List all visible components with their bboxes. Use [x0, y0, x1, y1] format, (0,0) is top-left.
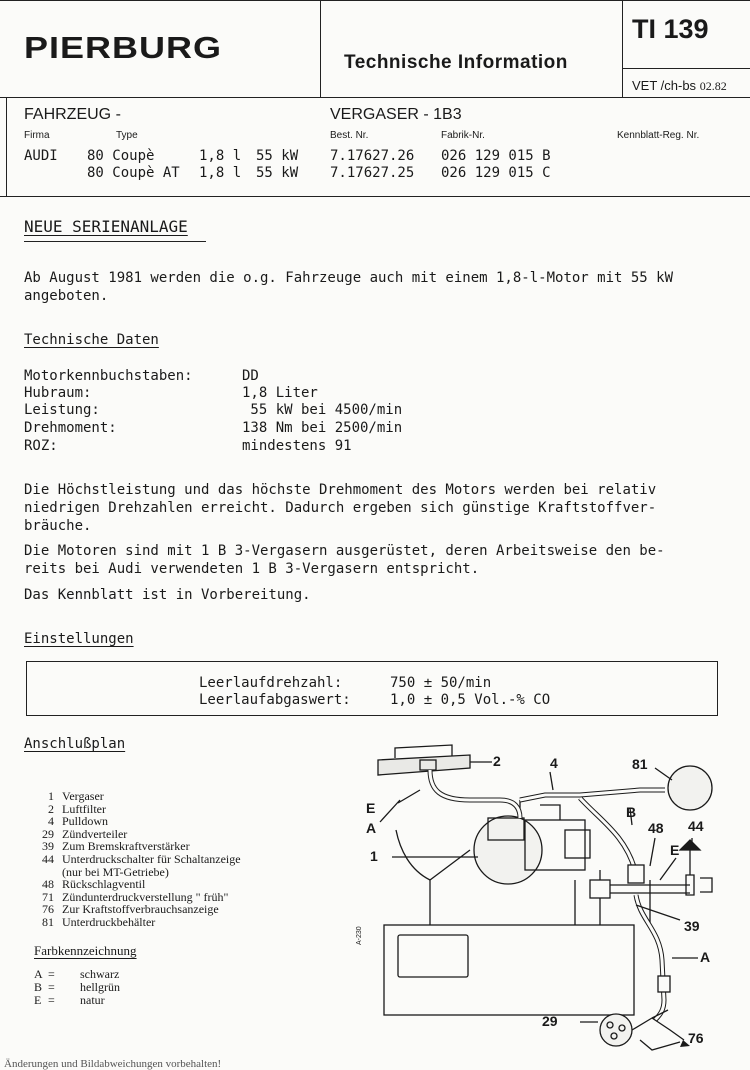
document-date: 02.82 [699, 79, 727, 93]
legend-num: 39 [42, 839, 54, 854]
document-title: Technische Information [344, 52, 568, 73]
col-kennblatt: Kennblatt-Reg. Nr. [617, 130, 700, 141]
legend-num: 71 [42, 889, 54, 904]
spec-label: Drehmoment: [24, 420, 117, 436]
spec-value: DD [242, 368, 259, 384]
diagram-label-a: A [700, 949, 711, 965]
header-divider-1 [320, 0, 321, 97]
fahrzeug-label: FAHRZEUG - [24, 106, 121, 123]
vehicle-block-left-rule [6, 97, 7, 197]
settings-heading: Einstellungen [24, 631, 134, 647]
legend-num: 48 [42, 877, 54, 892]
connection-plan-heading: Anschlußplan [24, 736, 126, 752]
row-displacement: 1,8 l [199, 165, 242, 181]
spec-label: ROZ: [24, 438, 58, 454]
legend-num: 44 [42, 852, 54, 866]
spec-label: Leistung: [24, 402, 100, 418]
row-type: 80 Coupè AT [87, 165, 180, 181]
setting-value: 750 ± 50/min [390, 675, 492, 691]
color-code-row: B = hellgrün [34, 980, 120, 994]
check-valve [628, 865, 644, 883]
vacuum-reservoir [668, 766, 712, 810]
paragraph-1-line-2: niedrigen Drehzahlen erreicht. Dadurch ergeben sich günstige Kraftstoffver- [24, 500, 657, 516]
diagram-label-76: 76 [688, 1030, 704, 1046]
intro-line-2: angeboten. [24, 288, 109, 304]
legend-text: Zündunterdruckverstellung " früh" [62, 889, 229, 904]
pierburg-logo: PIERBURG [24, 30, 223, 65]
diagram-label-81: 81 [632, 756, 648, 772]
footer-note: Änderungen und Bildabweichungen vorbehalten! [4, 1058, 222, 1070]
spec-value: 138 Nm bei 2500/min [242, 420, 403, 436]
diagram-label-4: 4 [550, 755, 558, 771]
row-displacement: 1,8 l [199, 148, 242, 164]
legend-text: Pulldown [62, 814, 109, 829]
ti-number: TI 139 [632, 14, 709, 44]
diagram-label-48: 48 [648, 820, 664, 836]
paragraph-1-line-3: bräuche. [24, 518, 92, 534]
carburetor [474, 816, 542, 884]
diagram-label-a: A [366, 820, 377, 836]
color-name: hellgrün [80, 980, 120, 994]
diagram-label-e: E [366, 800, 376, 816]
diagram-label-44: 44 [688, 818, 704, 834]
legend-num: 76 [42, 902, 54, 917]
paragraph-1-line-1: Die Höchstleistung und das höchste Drehmoment des Motors werden bei relativ [24, 482, 657, 498]
legend-text: Luftfilter [62, 801, 106, 816]
diagram-label-1: 1 [370, 848, 378, 864]
row-power: 55 kW [256, 165, 299, 181]
legend-text: Zündverteiler [62, 826, 128, 841]
spec-label: Hubraum: [24, 385, 92, 401]
setting-label: Leerlaufabgaswert: [199, 692, 351, 708]
row-fabriknr: 026 129 015 C [441, 165, 551, 181]
legend-num: 29 [42, 826, 54, 841]
paragraph-2-line-2: reits bei Audi verwendeten 1 B 3-Vergasern entspricht. [24, 561, 480, 577]
spec-label: Motorkennbuchstaben: [24, 368, 193, 384]
col-type: Type [116, 130, 138, 141]
header-bottom-rule [0, 97, 750, 98]
row-fabriknr: 026 129 015 B [441, 148, 551, 164]
vergaser-label: VERGASER - 1B3 [330, 106, 462, 123]
spec-value: 55 kW bei 4500/min [242, 402, 403, 418]
color-code: E [34, 993, 42, 1007]
ti-box-rule [622, 68, 750, 69]
vet-code [632, 78, 727, 94]
col-bestnr: Best. Nr. [330, 130, 369, 141]
legend-text: Rückschlagventil [62, 877, 146, 892]
legend-num: 2 [48, 801, 54, 816]
color-code: A [34, 967, 43, 981]
top-border [0, 0, 750, 1]
diagram-label-e: E [670, 842, 680, 858]
connection-diagram [340, 735, 750, 1060]
row-bestnr: 7.17627.25 [330, 165, 415, 181]
col-fabriknr: Fabrik-Nr. [441, 130, 485, 141]
vehicle-row [24, 148, 58, 165]
paragraph-2-line-1: Die Motoren sind mit 1 B 3-Vergasern ausgerüstet, deren Arbeitsweise den be- [24, 543, 665, 559]
paragraph-3: Das Kennblatt ist in Vorbereitung. [24, 587, 311, 603]
air-filter [378, 755, 470, 775]
diagram-label-b: B [626, 804, 637, 820]
spec-value: mindestens 91 [242, 438, 352, 454]
color-code: B [34, 980, 43, 994]
legend-text: (nur bei MT-Getriebe) [62, 864, 169, 879]
distributor [600, 1014, 632, 1046]
legend-num: 81 [42, 915, 54, 929]
diagram-label-2: 2 [493, 753, 501, 769]
row-firma: AUDI [24, 148, 58, 164]
diagram-label-29: 29 [542, 1013, 558, 1029]
row-bestnr: 7.17627.26 [330, 148, 415, 164]
legend-text: Zum Bremskraftverstärker [62, 839, 190, 854]
color-name: natur [80, 993, 105, 1007]
col-firma: Firma [24, 130, 50, 141]
vet-label: VET /ch-bs [632, 78, 697, 93]
vacuum-switch [686, 850, 712, 895]
legend-num: 1 [48, 789, 54, 803]
section-heading: NEUE SERIENANLAGE [24, 217, 188, 236]
spec-value: 1,8 Liter [242, 385, 318, 401]
legend-num: 4 [48, 814, 54, 829]
legend-text: Unterdruckbehälter [62, 915, 156, 929]
color-code-row: A = schwarz [34, 967, 120, 981]
header-divider-2 [622, 0, 623, 97]
setting-value: 1,0 ± 0,5 Vol.-% CO [390, 692, 551, 708]
tech-data-heading: Technische Daten [24, 332, 159, 348]
diagram-label-39: 39 [684, 918, 700, 934]
legend-text: Vergaser [62, 789, 104, 803]
row-type: 80 Coupè [87, 148, 155, 164]
legend-text: Zur Kraftstoffverbrauchsanzeige [62, 902, 219, 917]
vehicle-block-bottom-rule [0, 196, 750, 197]
color-code-heading: Farbkennzeichnung [34, 943, 137, 958]
row-power: 55 kW [256, 148, 299, 164]
intro-line-1: Ab August 1981 werden die o.g. Fahrzeuge auch mit einem 1,8-l-Motor mit 55 kW [24, 270, 674, 286]
diagram-reference: A-230 [356, 926, 363, 945]
settings-box [26, 661, 718, 716]
color-code-row: E = natur [34, 993, 105, 1007]
heading-rule [24, 241, 206, 242]
legend-text: Unterdruckschalter für Schaltanzeige [62, 852, 241, 866]
setting-label: Leerlaufdrehzahl: [199, 675, 343, 691]
color-name: schwarz [80, 967, 120, 981]
engine-block [384, 925, 634, 1015]
